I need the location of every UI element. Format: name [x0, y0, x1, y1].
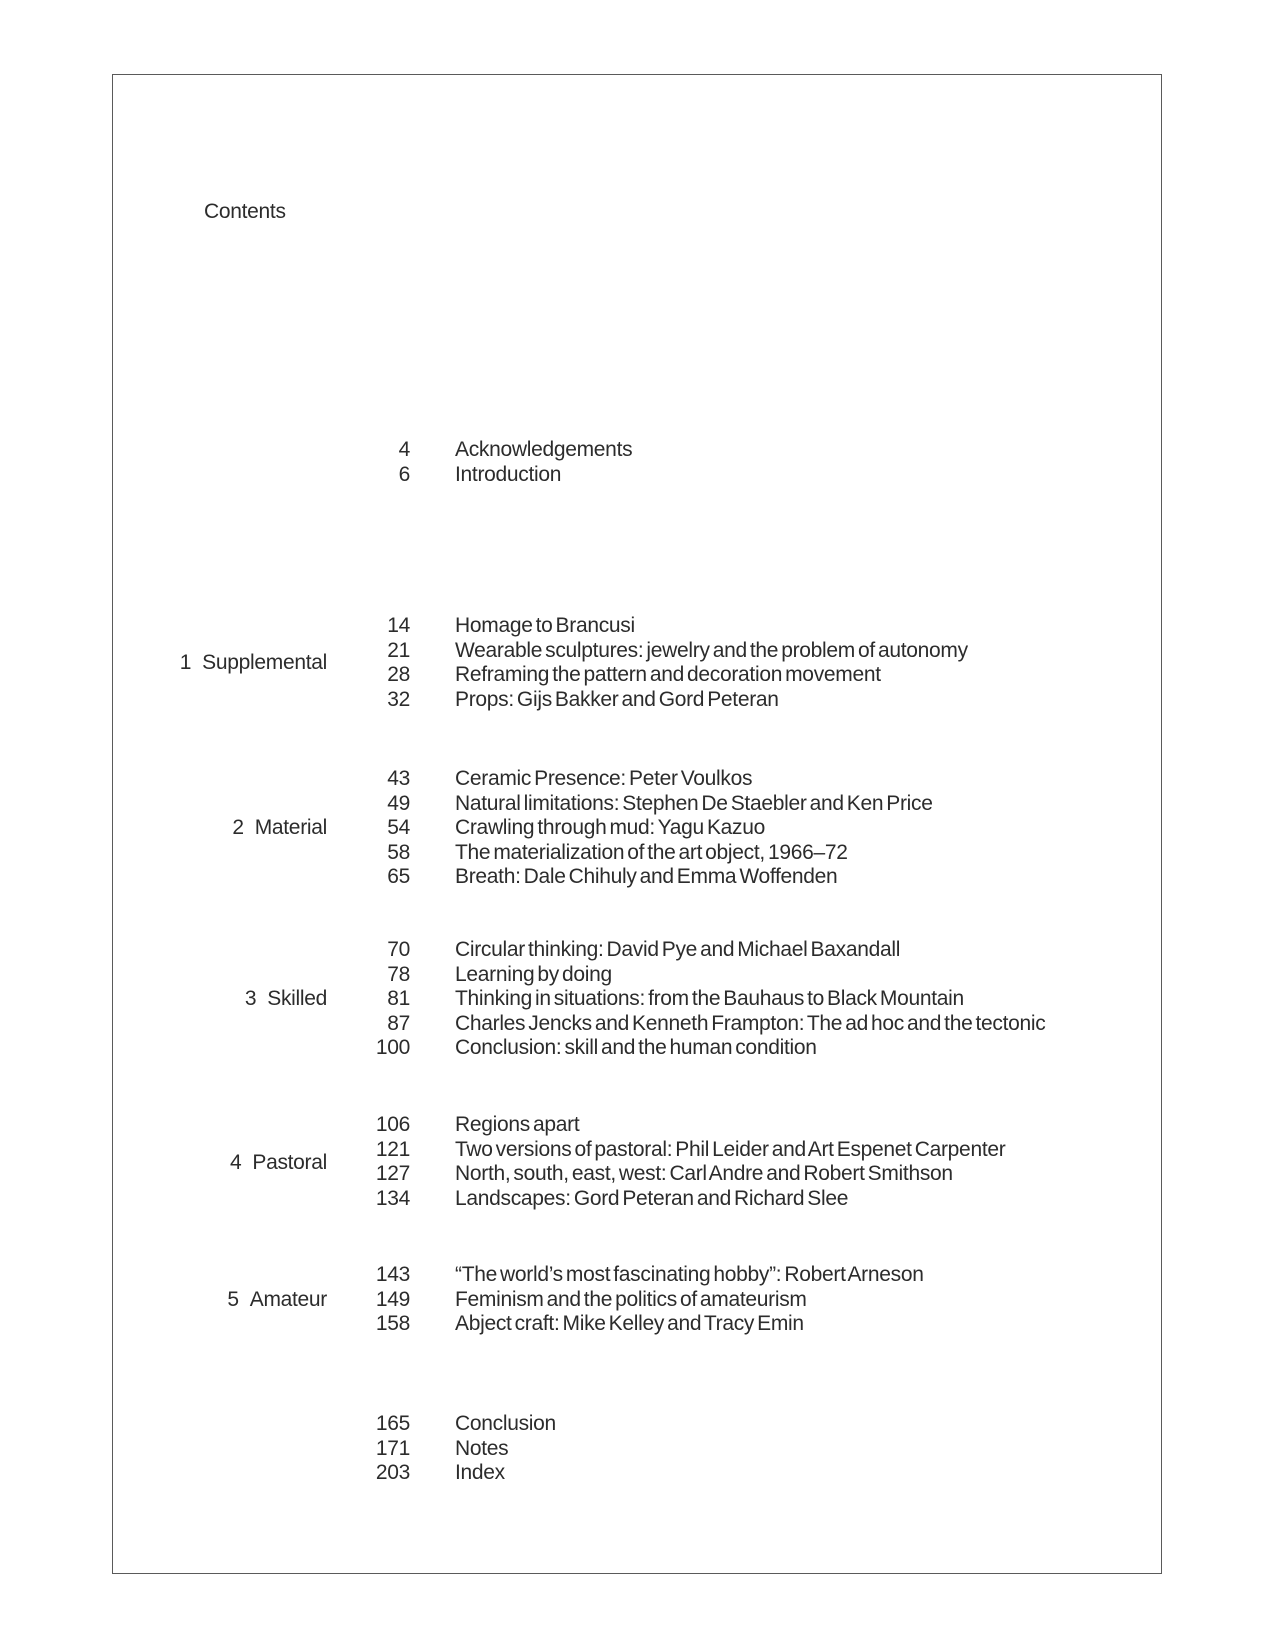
entry-title: Notes — [455, 1436, 509, 1460]
section-number: 5 — [227, 1288, 239, 1311]
entry-title: Feminism and the politics of amateurism — [455, 1287, 807, 1311]
entry-title: Homage to Brancusi — [455, 614, 635, 637]
toc-entry — [330, 1187, 1163, 1212]
toc-entry — [330, 987, 1163, 1012]
entry-page-number: 203 — [375, 1461, 410, 1485]
entry-title: Reframing the pattern and decoration movement — [455, 663, 881, 687]
toc-entry — [330, 1412, 1163, 1437]
toc-entry — [330, 1437, 1163, 1462]
section-label-supplemental — [112, 651, 327, 676]
entry-page-number: 49 — [387, 791, 410, 815]
toc-entry — [330, 1461, 1163, 1486]
entry-title: Ceramic Presence: Peter Voulkos — [455, 767, 753, 790]
entry-page-number: 54 — [387, 816, 410, 840]
entry-page-number: 121 — [375, 1137, 410, 1161]
toc-entry — [330, 1162, 1163, 1187]
section-number: 3 — [244, 987, 257, 1010]
entry-page-number: 149 — [375, 1287, 410, 1311]
toc-entry — [330, 1263, 1163, 1288]
toc-entry — [330, 463, 1163, 488]
entry-title: Conclusion — [455, 1412, 556, 1435]
section-number: 2 — [232, 816, 244, 839]
entry-page-number: 32 — [387, 687, 410, 711]
toc-entry — [330, 816, 1163, 841]
entry-page-number: 28 — [387, 663, 410, 687]
toc-entry — [330, 1312, 1163, 1337]
entry-title: Learning by doing — [455, 962, 612, 986]
toc-entry — [330, 1138, 1163, 1163]
entry-page-number: 158 — [375, 1312, 410, 1336]
entry-page-number: 165 — [375, 1412, 410, 1435]
toc-entry — [330, 1012, 1163, 1037]
toc-entry — [330, 792, 1163, 817]
entry-page-number: 100 — [375, 1036, 410, 1060]
section-label-amateur — [112, 1288, 327, 1313]
entry-page-number: 6 — [398, 462, 410, 486]
toc-entry — [330, 938, 1163, 963]
section-label-material — [112, 816, 327, 841]
entry-title: Props: Gijs Bakker and Gord Peteran — [455, 687, 779, 711]
entry-title: Acknowledgements — [455, 438, 633, 461]
toc-entry — [330, 963, 1163, 988]
section-number: 4 — [229, 1151, 242, 1174]
entry-title: Index — [455, 1461, 505, 1485]
entry-title: Natural limitations: Stephen De Staebler and Ken Price — [455, 791, 933, 815]
entry-page-number: 58 — [387, 840, 410, 864]
section-number: 1 — [179, 651, 192, 674]
entry-title: Thinking in situations: from the Bauhaus to Black Mountain — [455, 987, 964, 1011]
entry-page-number: 65 — [387, 865, 410, 889]
section-label-pastoral — [112, 1151, 327, 1176]
toc-entry — [330, 767, 1163, 792]
toc-group-amateur — [330, 1263, 1163, 1337]
toc-entry — [330, 614, 1163, 639]
section-name: Amateur — [249, 1288, 327, 1311]
entry-title: Landscapes: Gord Peteran and Richard Slee — [455, 1186, 849, 1210]
toc-entry — [330, 639, 1163, 664]
toc-group-skilled — [330, 938, 1163, 1061]
entry-title: North, south, east, west: Carl Andre and Robert Smithson — [455, 1162, 953, 1186]
entry-title: Circular thinking: David Pye and Michael Baxandall — [455, 938, 901, 961]
toc-entry — [330, 1113, 1163, 1138]
entry-title: Abject craft: Mike Kelley and Tracy Emin — [455, 1312, 804, 1336]
entry-title: “The world’s most fascinating hobby”: Robert Arneson — [455, 1263, 924, 1286]
entry-page-number: 70 — [387, 938, 410, 961]
toc-entry — [330, 1036, 1163, 1061]
entry-page-number: 43 — [387, 767, 410, 790]
entry-title: Crawling through mud: Yagu Kazuo — [455, 816, 765, 840]
entry-page-number: 4 — [398, 438, 410, 461]
entry-page-number: 21 — [387, 638, 410, 662]
entry-title: Introduction — [455, 462, 562, 486]
entry-page-number: 14 — [387, 614, 410, 637]
entry-title: Conclusion: skill and the human condition — [455, 1036, 817, 1060]
entry-title: Two versions of pastoral: Phil Leider and Art Espenet Carpenter — [455, 1137, 1006, 1161]
toc-entry — [330, 663, 1163, 688]
entry-title: Regions apart — [455, 1113, 580, 1136]
section-name: Pastoral — [252, 1151, 327, 1174]
entry-title: Breath: Dale Chihuly and Emma Woffenden — [455, 865, 838, 889]
entry-page-number: 78 — [387, 962, 410, 986]
toc-group-front-matter — [330, 438, 1163, 487]
toc-group-material — [330, 767, 1163, 890]
entry-page-number: 87 — [387, 1011, 410, 1035]
entry-page-number: 106 — [375, 1113, 410, 1136]
entry-page-number: 143 — [375, 1263, 410, 1286]
toc-entry — [330, 1288, 1163, 1313]
toc-group-supplemental — [330, 614, 1163, 712]
toc-group-pastoral — [330, 1113, 1163, 1211]
entry-title: Charles Jencks and Kenneth Frampton: The ad hoc and the tectonic — [455, 1011, 1046, 1035]
toc-group-back-matter — [330, 1412, 1163, 1486]
entry-page-number: 127 — [375, 1162, 410, 1186]
toc-entry — [330, 841, 1163, 866]
entry-title: Wearable sculptures: jewelry and the problem of autonomy — [455, 638, 968, 662]
entry-page-number: 171 — [375, 1436, 410, 1460]
section-name: Supplemental — [202, 651, 327, 674]
toc-entry — [330, 438, 1163, 463]
section-label-skilled — [112, 987, 327, 1012]
section-name: Material — [254, 816, 327, 839]
entry-page-number: 134 — [375, 1186, 410, 1210]
entry-page-number: 81 — [387, 987, 410, 1011]
toc-entry — [330, 688, 1163, 713]
page-title: Contents — [204, 200, 286, 223]
entry-title: The materialization of the art object, 1966–72 — [455, 840, 848, 864]
section-name: Skilled — [267, 987, 327, 1010]
toc-entry — [330, 865, 1163, 890]
